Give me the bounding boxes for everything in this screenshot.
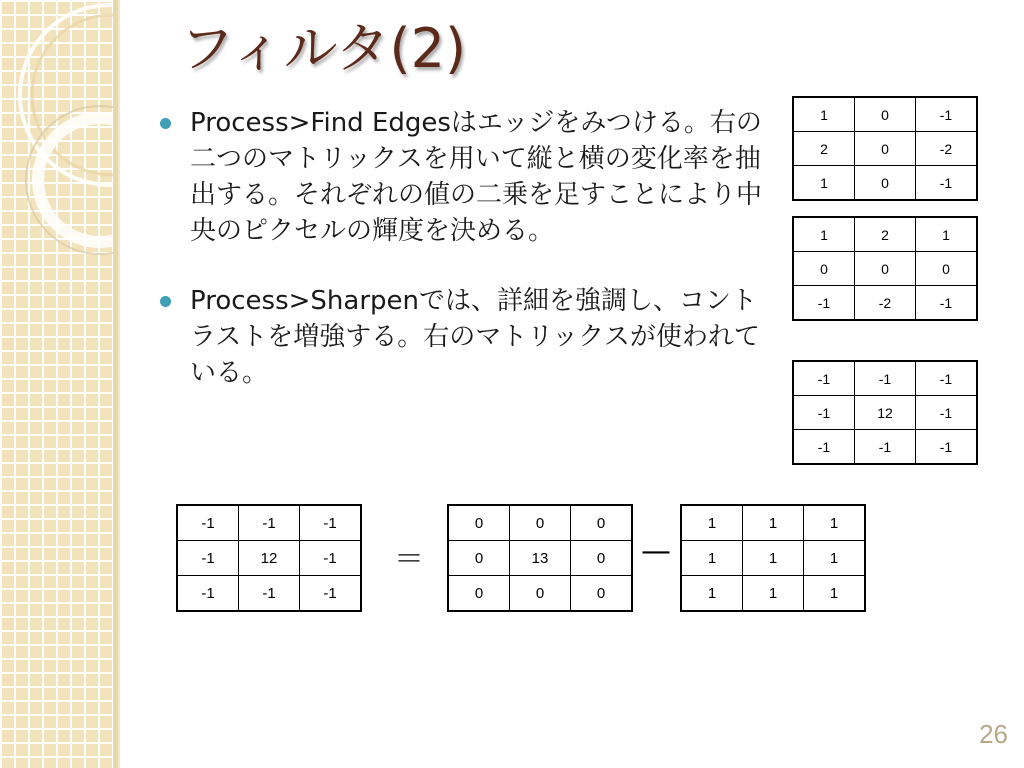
matrix-row [177,541,361,576]
matrix-cell: 12 [855,396,916,430]
minus-sign: — [641,534,671,569]
equation-left-matrix [176,504,362,612]
matrix-cell: -1 [793,286,855,321]
bullet-text: Process>Sharpenでは、詳細を強調し、コントラストを増強する。右のマトリックスが使われている。 [190,286,760,388]
matrix-row [793,430,977,465]
matrix-row [793,166,977,201]
matrix-cell: -1 [916,361,978,396]
page-number: 26 [979,719,1008,749]
matrix-cell: 0 [448,541,510,576]
matrix-cell: -1 [855,361,916,396]
matrix-row [448,576,632,612]
matrix-cell: 0 [793,252,855,286]
matrix-cell: 0 [448,576,510,612]
matrix-cell: -1 [177,541,239,576]
matrix-cell: -1 [177,576,239,612]
matrix-cell: 1 [743,576,804,612]
sidebar-border-highlight [118,0,120,768]
bullet-sharpen [160,283,780,391]
matrix-cell: 1 [804,576,866,612]
equation-middle-matrix [447,504,633,612]
matrix-cell: 13 [510,541,571,576]
matrix-row [793,132,977,166]
matrix-cell: 1 [681,576,743,612]
bullet-dot-icon [160,296,171,307]
matrix-cell: 0 [855,132,916,166]
decorative-sidebar [0,0,113,768]
matrix-cell: 2 [793,132,855,166]
matrix-cell: 0 [571,541,633,576]
matrix-cell: 0 [855,252,916,286]
matrix-cell: -1 [916,166,978,201]
matrix-cell: -2 [916,132,978,166]
matrix-row [177,576,361,612]
matrix-cell: 2 [855,217,916,252]
matrix-cell: -1 [300,541,362,576]
matrix-cell: 1 [681,541,743,576]
matrix-cell: -2 [855,286,916,321]
matrix-row [793,217,977,252]
matrix-row [448,505,632,541]
matrix-cell: -1 [916,430,978,465]
matrix-row [681,541,865,576]
matrix-cell: -1 [793,361,855,396]
matrix-row [793,252,977,286]
matrix-cell: 0 [855,166,916,201]
matrix-cell: -1 [300,576,362,612]
matrix-cell: -1 [855,430,916,465]
edge-horizontal-matrix [792,216,978,321]
matrix-cell: 1 [743,505,804,541]
decorative-rings [0,0,113,330]
bullet-list [160,105,780,391]
slide-title: フィルタ(2) [180,17,467,80]
matrix-cell: 1 [743,541,804,576]
matrix-row [793,286,977,321]
matrix-cell: -1 [916,286,978,321]
matrix-cell: -1 [300,505,362,541]
matrix-row [793,97,977,132]
matrix-cell: -1 [177,505,239,541]
matrix-cell: -1 [239,505,300,541]
bullet-find-edges [160,105,780,249]
edge-vertical-matrix [792,96,978,201]
matrix-row [448,541,632,576]
bullet-text: Process>Find Edgesはエッジをみつける。右の二つのマトリックスを用いて縦と横の変化率を抽出する。それぞれの値の二乗を足すことにより中央のピクセルの輝度を決める。 [190,108,763,246]
matrix-cell: 12 [239,541,300,576]
matrix-row [177,505,361,541]
bullet-dot-icon [160,118,171,129]
matrix-cell: -1 [916,396,978,430]
matrix-cell: -1 [793,396,855,430]
matrix-cell: -1 [793,430,855,465]
matrix-row [793,361,977,396]
matrix-cell: 1 [681,505,743,541]
matrix-cell: -1 [239,576,300,612]
matrix-cell: 0 [510,576,571,612]
matrix-cell: 1 [804,541,866,576]
matrix-cell: 0 [916,252,978,286]
matrix-cell: 1 [793,97,855,132]
equals-sign: ＝ [394,542,424,577]
matrix-row [681,505,865,541]
matrix-cell: 1 [793,217,855,252]
matrix-cell: -1 [916,97,978,132]
matrix-cell: 1 [916,217,978,252]
matrix-row [681,576,865,612]
matrix-cell: 1 [793,166,855,201]
matrix-cell: 1 [804,505,866,541]
matrix-cell: 0 [448,505,510,541]
matrix-cell: 0 [571,505,633,541]
matrix-cell: 0 [855,97,916,132]
matrix-row [793,396,977,430]
matrix-cell: 0 [510,505,571,541]
equation-right-matrix [680,504,866,612]
matrix-cell: 0 [571,576,633,612]
sharpen-matrix [792,360,978,465]
